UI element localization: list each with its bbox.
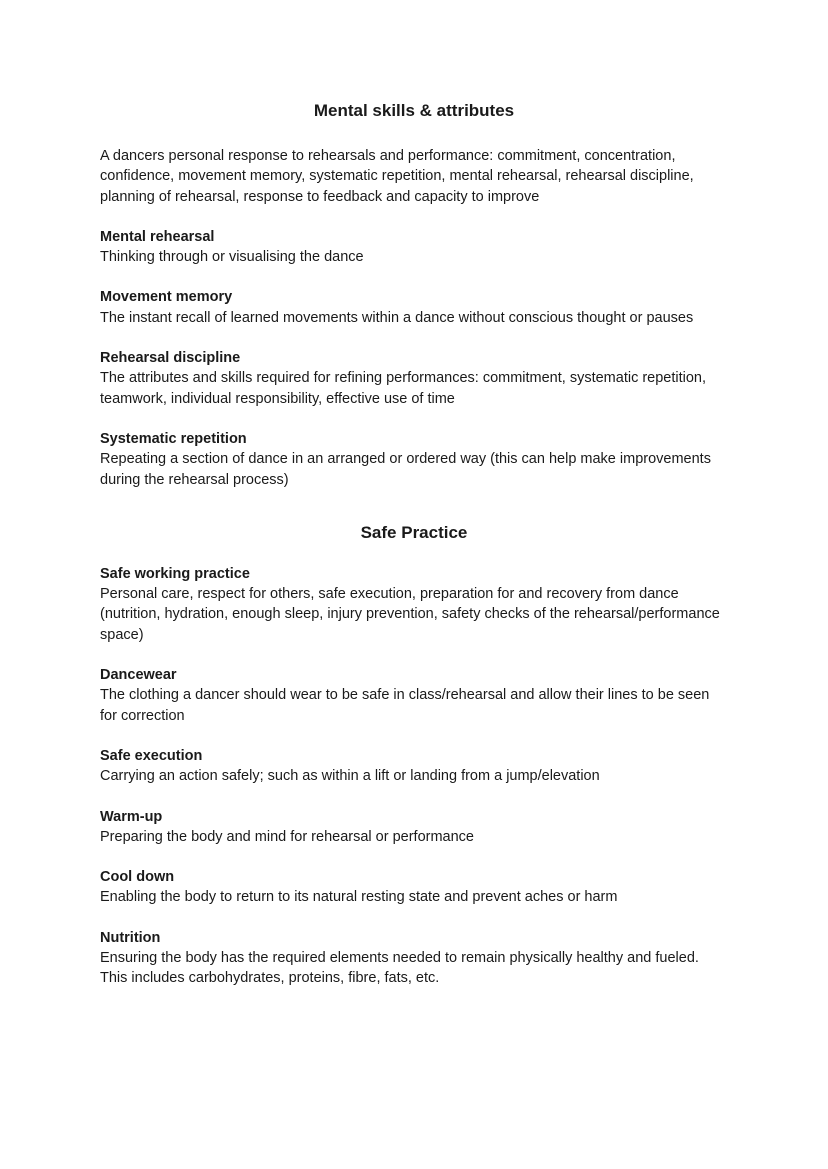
section-title: Safe Practice [360,522,468,542]
section-mental-skills [100,100,728,490]
term-definition: Carrying an action safely; such as within a lift or landing from a jump/elevation [100,768,600,785]
term-definition: Ensuring the body has the required elements needed to remain physically healthy and fueled. This includes carbohydrates, proteins, fibre, fats, etc. [100,950,699,987]
term-definition: The instant recall of learned movements within a dance without conscious thought or pauses [100,309,694,326]
term-definition: Thinking through or visualising the dance [100,249,364,266]
term-safe-execution [100,746,728,787]
term-name: Warm-up [100,808,163,825]
term-name: Nutrition [100,929,161,946]
term-name: Rehearsal discipline [100,350,241,367]
section-title: Mental skills & attributes [313,101,515,120]
section-intro: A dancers personal response to rehearsals and performance: commitment, concentration, confidence, movement memory, systematic repetition, mental rehearsal, rehearsal discipline, planning of rehearsal, response to feedback and capacity to improve [100,148,694,205]
term-definition: The clothing a dancer should wear to be safe in class/rehearsal and allow their lines to be seen for correction [100,687,710,724]
term-definition: The attributes and skills required for refining performances: commitment, systematic repetition, teamwork, individual responsibility, effective use of time [100,370,707,407]
term-name: Dancewear [100,667,177,684]
term-name: Safe working practice [100,565,250,582]
section-safe-practice [100,522,728,989]
term-safe-working-practice [100,564,728,645]
term-name: Safe execution [100,747,203,764]
term-definition: Repeating a section of dance in an arranged or ordered way (this can help make improvements during the rehearsal process) [100,451,711,488]
term-cool-down [100,867,728,908]
term-name: Movement memory [100,289,233,306]
term-warm-up [100,807,728,848]
term-dancewear [100,665,728,726]
term-nutrition [100,928,728,989]
term-name: Systematic repetition [100,430,247,447]
term-name: Mental rehearsal [100,228,215,245]
term-rehearsal-discipline [100,348,728,409]
term-definition: Preparing the body and mind for rehearsal or performance [100,828,474,845]
term-definition: Enabling the body to return to its natural resting state and prevent aches or harm [100,889,618,906]
term-definition: Personal care, respect for others, safe execution, preparation for and recovery from dance (nutrition, hydration, enough sleep, injury prevention, safety checks of the rehearsal/performance space) [100,586,720,643]
term-name: Cool down [100,869,175,886]
term-mental-rehearsal [100,227,728,268]
term-movement-memory [100,287,728,328]
term-systematic-repetition [100,429,728,490]
